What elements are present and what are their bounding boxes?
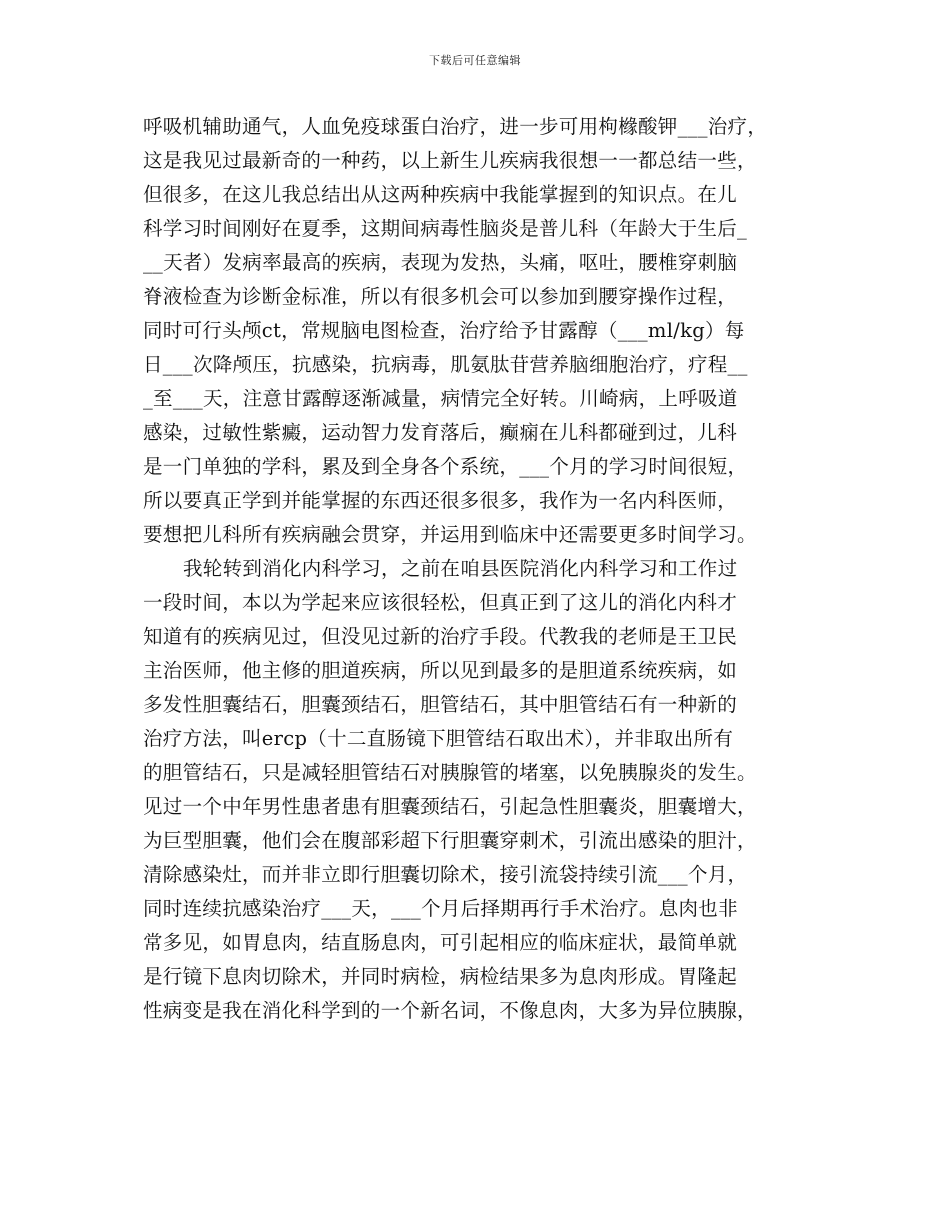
text-line: 科学习时间刚好在夏季，这期间病毒性脑炎是普儿科（年龄大于生后_ — [143, 217, 748, 240]
text-line: 多发性胆囊结石，胆囊颈结石，胆管结石，其中胆管结石有一种新的 — [143, 693, 738, 716]
text-line: 主治医师，他主修的胆道疾病，所以见到最多的是胆道系统疾病，如 — [143, 659, 738, 682]
text-line: 治疗方法，叫ercp（十二直肠镜下胆管结石取出术），并非取出所有 — [143, 727, 734, 750]
text-line: 这是我见过最新奇的一种药，以上新生儿疾病我很想一一都总结一些， — [143, 149, 757, 172]
text-line: 知道有的疾病见过，但没见过新的治疗手段。代教我的老师是王卫民 — [143, 625, 738, 648]
text-line: 性病变是我在消化科学到的一个新名词，不像息肉，大多为异位胰腺， — [143, 999, 757, 1022]
text-line: __天者）发病率最高的疾病，表现为发热，头痛，呕吐，腰椎穿刺脑 — [143, 251, 738, 274]
text-line: 感染，过敏性紫癜，运动智力发育落后，癫痫在儿科都碰到过，儿科 — [143, 421, 738, 444]
text-line: 的胆管结石，只是减轻胆管结石对胰腺管的堵塞，以免胰腺炎的发生。 — [143, 761, 757, 784]
text-line: 为巨型胆囊，他们会在腹部彩超下行胆囊穿刺术，引流出感染的胆汁， — [143, 829, 757, 852]
text-line: 所以要真正学到并能掌握的东西还很多很多，我作为一名内科医师， — [143, 489, 738, 512]
paragraph-start-line: 我轮转到消化内科学习，之前在咱县医院消化内科学习和工作过 — [183, 557, 738, 580]
text-line: 同时可行头颅ct，常规脑电图检查，治疗给予甘露醇（___ml/kg）每 — [143, 319, 745, 342]
text-line: 要想把儿科所有疾病融会贯穿，并运用到临床中还需要更多时间学习。 — [143, 523, 757, 546]
text-line: 同时连续抗感染治疗___天，___个月后择期再行手术治疗。息肉也非 — [143, 897, 738, 920]
text-line: 日___次降颅压，抗感染，抗病毒，肌氨肽苷营养脑细胞治疗，疗程__ — [143, 353, 748, 376]
body-text — [143, 110, 823, 1028]
text-line: 清除感染灶，而并非立即行胆囊切除术，接引流袋持续引流___个月， — [143, 863, 748, 886]
page-header: 下载后可任意编辑 — [429, 54, 521, 67]
text-line: 常多见，如胃息肉，结直肠息肉，可引起相应的临床症状，最简单就 — [143, 931, 738, 954]
text-line: 呼吸机辅助通气，人血免疫球蛋白治疗，进一步可用枸橼酸钾___治疗， — [143, 115, 768, 138]
text-line: 见过一个中年男性患者患有胆囊颈结石，引起急性胆囊炎，胆囊增大， — [143, 795, 757, 818]
text-line: 一段时间，本以为学起来应该很轻松，但真正到了这儿的消化内科才 — [143, 591, 738, 614]
text-line: _至___天，注意甘露醇逐渐减量，病情完全好转。川崎病，上呼吸道 — [143, 387, 738, 410]
text-line: 是一门单独的学科，累及到全身各个系统，___个月的学习时间很短， — [143, 455, 748, 478]
text-line: 但很多，在这儿我总结出从这两种疾病中我能掌握到的知识点。在儿 — [143, 183, 738, 206]
text-line: 是行镜下息肉切除术，并同时病检，病检结果多为息肉形成。胃隆起 — [143, 965, 738, 988]
text-line: 脊液检查为诊断金标准，所以有很多机会可以参加到腰穿操作过程， — [143, 285, 738, 308]
